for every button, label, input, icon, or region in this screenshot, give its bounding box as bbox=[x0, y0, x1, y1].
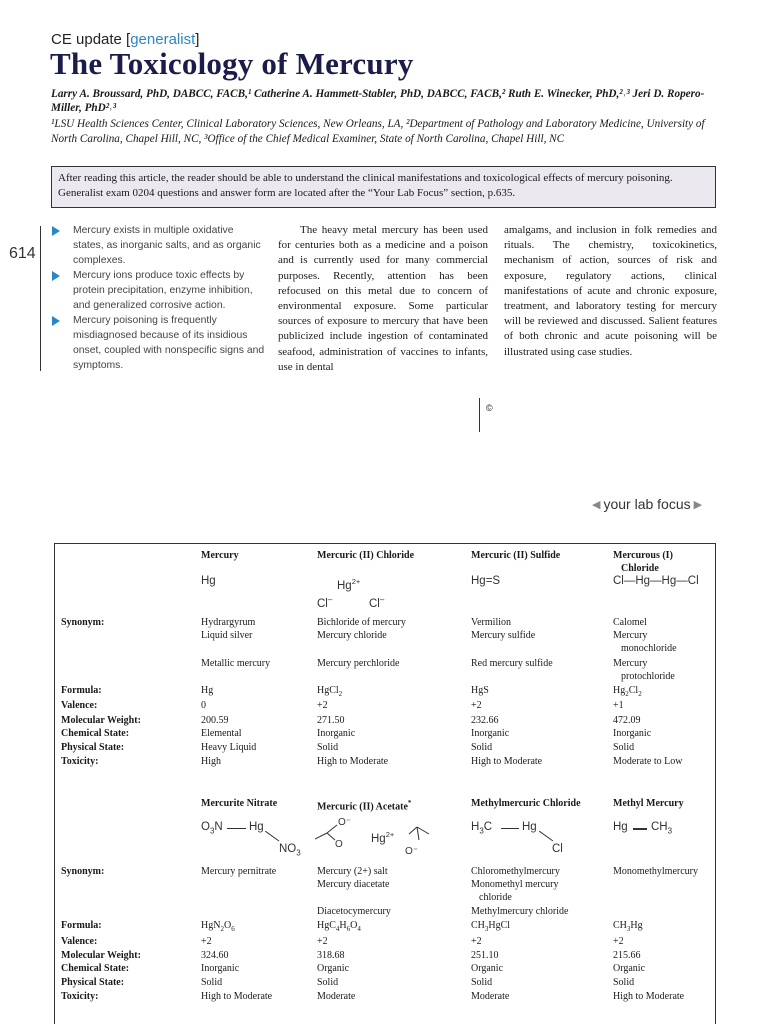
synonym: Monomethyl mercury bbox=[471, 879, 559, 890]
toxicity: High to Moderate bbox=[613, 991, 685, 1002]
molecular-weight: 215.66 bbox=[613, 950, 641, 961]
valence: +2 bbox=[471, 700, 482, 711]
chemical-state: Inorganic bbox=[471, 728, 510, 739]
physical-state: Heavy Liquid bbox=[201, 742, 257, 753]
col-header-methyl-mercury: Methyl Mercury bbox=[613, 798, 684, 809]
ce-category: generalist bbox=[130, 31, 196, 48]
mercury-compounds-table: Mercury Mercuric (II) Chloride Mercuric (II) Sulfide Mercurous (I) Chloride Hg $Hg^{2+}$ Cl– Cl– Hg=S Cl—Hg—Hg—Cl Synonym: Formula: Valence: Molecular Weight: Chemical State: Physical State: Toxicity: Hydrargyrum Liquid silver Metallic mercury Hg 0 200.59 Elemental Heavy Liquid High Bichloride of mercury Mercury chloride Mercury perchloride HgCl$_2$ +2 271.50 Inorganic Solid High to Moderate Vermilion Mercury sulfide Red mercury sulfide HgS +2 232.66 Inorganic Solid High to Moderate Calomel Mercury monochloride Mercury protochloride $Hg_2Cl_2$ +1 472.09 Inorganic Solid Moderate to Low Mercurite Nitrate Mercuric (II) Acetate* Methylmercuric Chloride Methyl Mercury $O_3N$ Hg $NO_3$ O⁻ O $Hg^{2+}$ O⁻ $H_3C$ Hg Cl Hg $CH_3$ Synonym: Formula: Valence: Molecular Weight: Chemical State: Physical State: Toxicity: Mercury pernitrate $HgN_2O_6$ +2 324.60 Inorganic Solid High to Moderate Mercury (2+) salt Mercury diacetate Diacetocymercury $HgC_4H_6O_4$ +2 318.68 Organic Solid Moderate Chloromethylmercury Monomethyl mercury chloride Methylmercury chloride $CH_3HgCl$ +2 251.10 Organic Solid Moderate Monomethylmercury $CH_3Hg$ +2 215.66 Organic Solid High to Moderate bbox=[54, 543, 716, 1024]
margin-rule bbox=[40, 226, 41, 371]
synonym: Mercury (2+) salt bbox=[317, 866, 388, 877]
structure-mercuric-sulfide: Hg=S bbox=[471, 575, 501, 587]
valence: 0 bbox=[201, 700, 206, 711]
body-column-2: amalgams, and inclusion in folk remedies and rituals. The chemistry, toxicokinetics, mechanism of action, sources of risk and exposure, regulatory actions, clinical manifestations of acute and chronic exposure, treatment, and laboratory testing for mercury will be reviewed and discussed. Salient features of both chronic and acute poisoning will be illustrated using case studies. bbox=[504, 224, 717, 358]
molecular-weight: 200.59 bbox=[201, 715, 229, 726]
body-column-1: The heavy metal mercury has been used for centuries both as a medicine and a poison and is currently used for many commercial purposes. Recently, attention has been refocused on this metal due to concern of environmental exposure. Some particular sources of exposure to mercury that have been publicized include ingestion of contaminated seafood, administration of vaccines to infants, use in dental bbox=[278, 224, 488, 373]
toxicity: High to Moderate bbox=[471, 756, 543, 767]
synonym: Diacetocymercury bbox=[317, 906, 391, 917]
physical-state: Solid bbox=[471, 742, 493, 753]
row-label-synonym: Synonym: bbox=[61, 866, 105, 877]
synonym: Mercury bbox=[613, 658, 648, 669]
triangle-bullet-icon bbox=[52, 316, 60, 326]
key-point: Mercury exists in multiple oxidative states, as inorganic salts, and as organic complexes. bbox=[52, 223, 267, 268]
formula: $Hg_2Cl_2$ bbox=[613, 685, 642, 698]
row-label-toxicity: Toxicity: bbox=[61, 991, 99, 1002]
triangle-bullet-icon bbox=[52, 226, 60, 236]
formula: Hg bbox=[201, 685, 214, 696]
formula: $CH_3Hg$ bbox=[613, 920, 643, 933]
row-label-mw: Molecular Weight: bbox=[61, 950, 141, 961]
chemical-state: Organic bbox=[317, 963, 350, 974]
valence: +2 bbox=[613, 936, 624, 947]
row-label-synonym: Synonym: bbox=[61, 617, 105, 628]
synonym: Methylmercury chloride bbox=[471, 906, 569, 917]
chemical-state: Organic bbox=[471, 963, 504, 974]
structure-mercury: Hg bbox=[201, 575, 216, 587]
row-label-formula: Formula: bbox=[61, 920, 102, 931]
copyright-icon: © bbox=[486, 403, 493, 413]
synonym: chloride bbox=[479, 892, 512, 903]
col-header-mercurous-chloride-line2: Chloride bbox=[621, 563, 659, 574]
valence: +1 bbox=[613, 700, 624, 711]
left-arrow-icon: ◀ bbox=[592, 498, 601, 511]
molecular-weight: 271.50 bbox=[317, 715, 345, 726]
col-header-mercury: Mercury bbox=[201, 550, 239, 561]
valence: +2 bbox=[201, 936, 212, 947]
formula: $CH_3HgCl$ bbox=[471, 920, 511, 933]
ce-suffix: ] bbox=[195, 31, 200, 48]
chemical-state: Inorganic bbox=[317, 728, 356, 739]
synonym: Liquid silver bbox=[201, 630, 253, 641]
molecular-weight: 318.68 bbox=[317, 950, 345, 961]
row-label-valence: Valence: bbox=[61, 936, 98, 947]
synonym: Red mercury sulfide bbox=[471, 658, 553, 669]
physical-state: Solid bbox=[471, 977, 493, 988]
ce-prefix: CE update [ bbox=[51, 31, 131, 48]
col-header-mercurous-chloride: Mercurous (I) bbox=[613, 550, 673, 561]
molecular-weight: 324.60 bbox=[201, 950, 229, 961]
toxicity: Moderate to Low bbox=[613, 756, 683, 767]
row-label-formula: Formula: bbox=[61, 685, 102, 696]
chemical-state: Inorganic bbox=[201, 963, 240, 974]
physical-state: Solid bbox=[317, 742, 339, 753]
copyright-rule bbox=[479, 398, 480, 432]
synonym: Metallic mercury bbox=[201, 658, 271, 669]
lab-focus-label: your lab focus bbox=[603, 496, 691, 512]
valence: +2 bbox=[317, 936, 328, 947]
synonym: Hydrargyrum bbox=[201, 617, 256, 628]
toxicity: Moderate bbox=[471, 991, 510, 1002]
synonym: monochloride bbox=[621, 643, 677, 654]
col-header-mercuric-chloride: Mercuric (II) Chloride bbox=[317, 550, 415, 561]
synonym: Chloromethylmercury bbox=[471, 866, 560, 877]
chemical-state: Elemental bbox=[201, 728, 242, 739]
formula: $HgC_4H_6O_4$ bbox=[317, 920, 361, 933]
synonym: Monomethylmercury bbox=[613, 866, 698, 877]
synonym: Bichloride of mercury bbox=[317, 617, 406, 628]
chemical-state: Organic bbox=[613, 963, 646, 974]
col-header-methylmercuric-chloride: Methylmercuric Chloride bbox=[471, 798, 581, 809]
learning-objective-box: After reading this article, the reader should be able to understand the clinical manifestations and toxicological effects of mercury poisoning. Generalist exam 0204 questions and answer form are located after the “Your Lab Focus” section, p.635. bbox=[51, 166, 716, 208]
toxicity: Moderate bbox=[317, 991, 356, 1002]
affiliations: ¹LSU Health Sciences Center, Clinical Laboratory Sciences, New Orleans, LA, ²Department of Pathology and Laboratory Medicine, University of North Carolina, Chapel Hill, NC, ³Office of the Chief Medical Examiner, State of North Carolina, Chapel Hill, NC bbox=[51, 118, 705, 145]
synonym: Calomel bbox=[613, 617, 647, 628]
molecular-weight: 232.66 bbox=[471, 715, 499, 726]
row-label-physical-state: Physical State: bbox=[61, 742, 125, 753]
molecular-weight: 472.09 bbox=[613, 715, 641, 726]
row-label-physical-state: Physical State: bbox=[61, 977, 125, 988]
formula: HgS bbox=[471, 685, 489, 696]
physical-state: Solid bbox=[317, 977, 339, 988]
physical-state: Solid bbox=[201, 977, 223, 988]
row-label-valence: Valence: bbox=[61, 700, 98, 711]
synonym: Vermilion bbox=[471, 617, 511, 628]
row-label-chemical-state: Chemical State: bbox=[61, 963, 130, 974]
row-label-toxicity: Toxicity: bbox=[61, 756, 99, 767]
col-header-mercuric-sulfide: Mercuric (II) Sulfide bbox=[471, 550, 561, 561]
row-label-chemical-state: Chemical State: bbox=[61, 728, 130, 739]
formula: $HgN_2O_6$ bbox=[201, 920, 235, 933]
chemical-state: Inorganic bbox=[613, 728, 652, 739]
key-points bbox=[52, 223, 267, 373]
formula: HgCl$_2$ bbox=[317, 685, 343, 698]
physical-state: Solid bbox=[613, 977, 635, 988]
physical-state: Solid bbox=[613, 742, 635, 753]
col-header-mercuric-acetate: Mercuric (II) Acetate* bbox=[317, 799, 412, 813]
toxicity: High to Moderate bbox=[201, 991, 273, 1002]
synonym: Mercury chloride bbox=[317, 630, 387, 641]
synonym: Mercury bbox=[613, 630, 648, 641]
authors: Larry A. Broussard, PhD, DABCC, FACB,¹ Catherine A. Hammett-Stabler, PhD, DABCC, FACB,² Ruth E. Winecker, PhD,²˒³ Jeri D. Ropero-Miller, PhD²˒³ bbox=[51, 88, 705, 114]
synonym: Mercury perchloride bbox=[317, 658, 400, 669]
valence: +2 bbox=[317, 700, 328, 711]
structure-mercurous-chloride: Cl—Hg—Hg—Cl bbox=[613, 575, 699, 587]
toxicity: High to Moderate bbox=[317, 756, 389, 767]
key-point: Mercury poisoning is frequently misdiagnosed because of its insidious onset, coupled with nonspecific signs and symptoms. bbox=[52, 313, 267, 373]
toxicity: High bbox=[201, 756, 221, 767]
synonym: Mercury diacetate bbox=[317, 879, 390, 890]
valence: +2 bbox=[471, 936, 482, 947]
triangle-bullet-icon bbox=[52, 271, 60, 281]
row-label-mw: Molecular Weight: bbox=[61, 715, 141, 726]
col-header-mercurite-nitrate: Mercurite Nitrate bbox=[201, 798, 278, 809]
article-title: The Toxicology of Mercury bbox=[50, 46, 414, 81]
your-lab-focus-link[interactable] bbox=[592, 496, 702, 512]
synonym: Mercury pernitrate bbox=[201, 866, 277, 877]
synonym: protochloride bbox=[621, 671, 675, 682]
right-arrow-icon: ▶ bbox=[693, 498, 703, 511]
molecular-weight: 251.10 bbox=[471, 950, 499, 961]
page-number: 614 bbox=[9, 245, 36, 262]
synonym: Mercury sulfide bbox=[471, 630, 536, 641]
key-point: Mercury ions produce toxic effects by protein precipitation, enzyme inhibition, and generalized corrosive action. bbox=[52, 268, 267, 313]
